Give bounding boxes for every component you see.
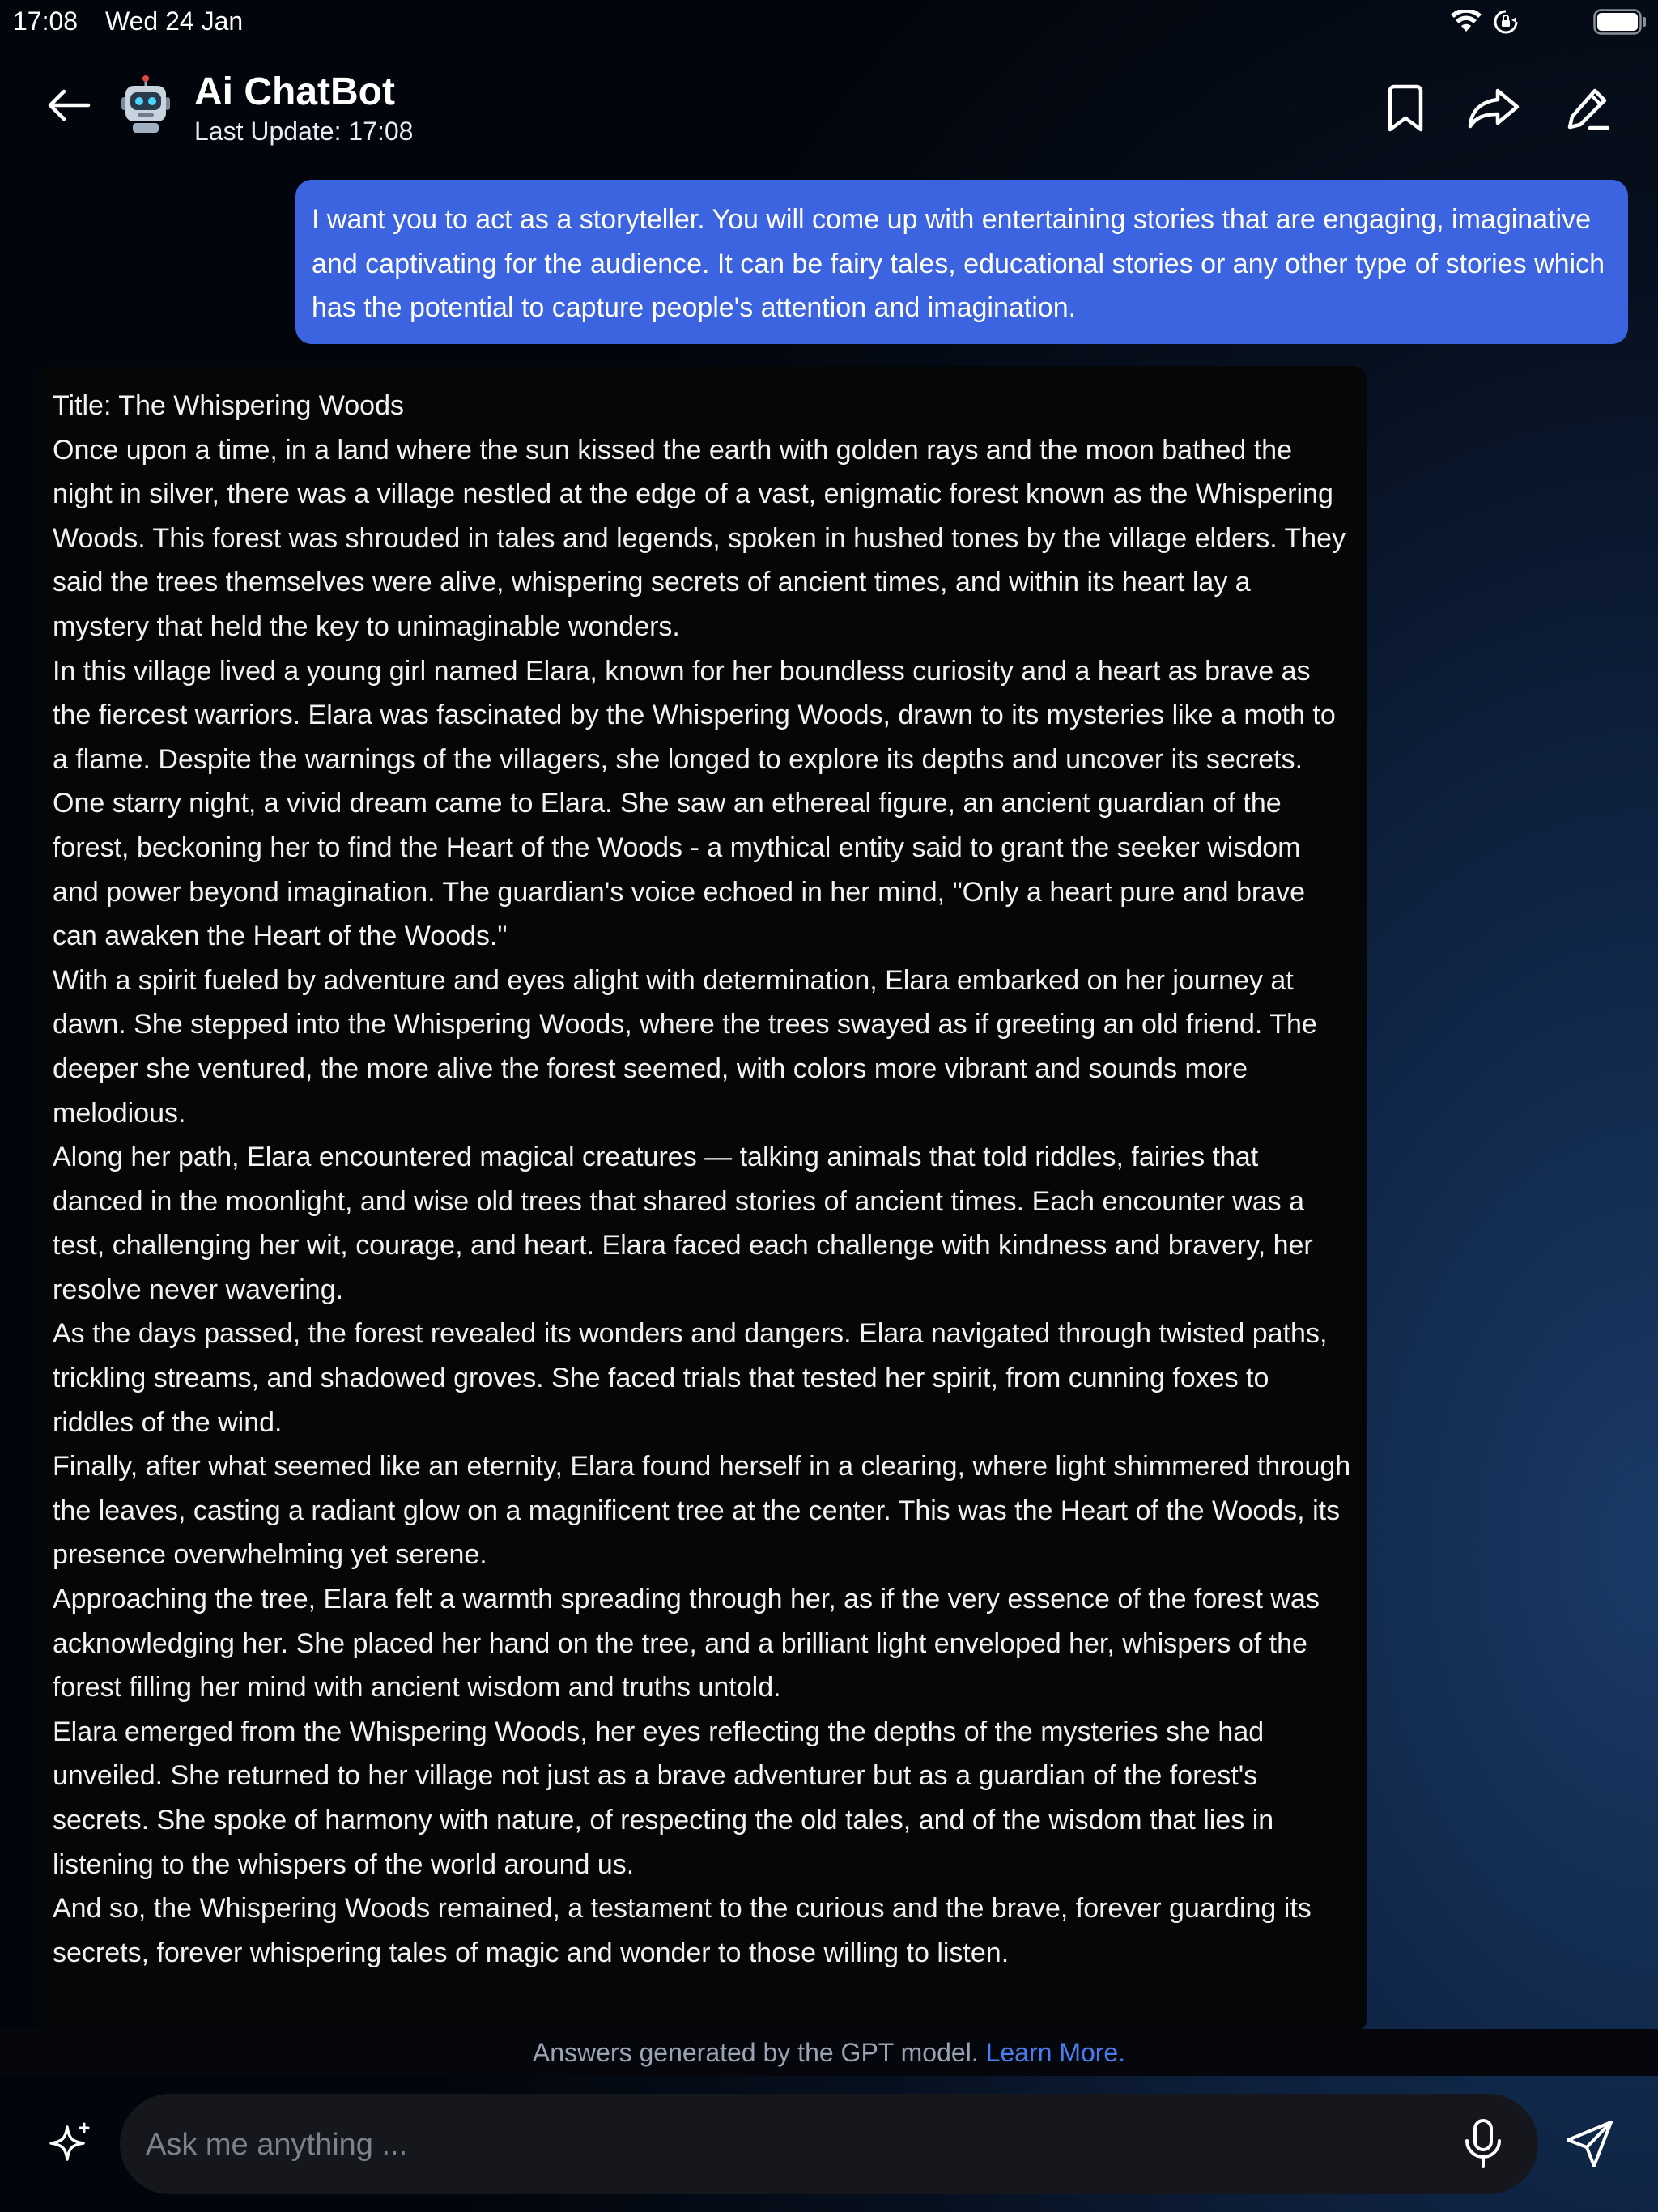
- bot-message-bubble: [36, 366, 1367, 2032]
- bot-paragraph: And so, the Whispering Woods remained, a testament to the curious and the brave, forever guarding its secrets, forever whispering tales of magic and wonder to those willing to listen.: [53, 1893, 1312, 1968]
- back-button[interactable]: [45, 81, 93, 130]
- share-icon: [1467, 87, 1520, 130]
- disclaimer-text: Answers generated by the GPT model.: [532, 2038, 979, 2067]
- message-input-container: [120, 2094, 1538, 2194]
- status-time: 17:08: [13, 6, 79, 36]
- bot-paragraph: One starry night, a vivid dream came to Elara. She saw an ethereal figure, an ancient guardian of the forest, beckoning her to find the Heart of the Woods - a mythical entity said to grant the seeker wisdom and power beyond imagination. The guardian's voice echoed in her mind, "Only a heart pure and brave can awaken the Heart of the Woods.": [53, 788, 1306, 952]
- battery-icon: [1593, 9, 1647, 35]
- bot-paragraph: Approaching the tree, Elara felt a warmth spreading through her, as if the very essence of the forest was acknowledging her. She placed her hand on the tree, and a brilliant light enveloped her, whispers of the forest filling her mind with ancient wisdom and truths untold.: [53, 1584, 1320, 1704]
- robot-icon: [120, 74, 172, 134]
- wifi-icon: [1451, 10, 1482, 34]
- message-input[interactable]: [144, 2094, 1410, 2196]
- bot-paragraph: With a spirit fueled by adventure and eyes alight with determination, Elara embarked on her journey at dawn. She stepped into the Whispering Woods, where the trees swayed as if greeting an old friend. The deeper she ventured, the more alive the forest seemed, with colors more vibrant and sounds more melodious.: [53, 964, 1317, 1129]
- microphone-icon: [1461, 2118, 1505, 2170]
- model-disclaimer: [0, 2029, 1658, 2076]
- bot-paragraph: Title: The Whispering Woods: [53, 390, 404, 421]
- bot-paragraph: In this village lived a young girl named Elara, known for her boundless curiosity and a heart as brave as the fiercest warriors. Elara was fascinated by the Whispering Woods, drawn to its mysteries like a moth to a flame. Despite the warnings of the villagers, she longed to explore its depths and uncover its secrets.: [53, 655, 1336, 775]
- status-icons: [1451, 8, 1647, 36]
- sparkle-button[interactable]: [40, 2116, 99, 2175]
- bookmark-icon: [1385, 84, 1426, 133]
- status-bar: [0, 0, 1658, 42]
- sparkle-icon: [45, 2121, 95, 2171]
- send-button[interactable]: [1558, 2112, 1622, 2176]
- share-button[interactable]: [1461, 76, 1526, 141]
- bookmark-button[interactable]: [1373, 76, 1438, 141]
- edit-icon: [1566, 86, 1611, 131]
- chat-title: Ai ChatBot: [194, 70, 395, 113]
- last-update-label: Last Update: 17:08: [194, 117, 414, 146]
- arrow-left-icon: [46, 87, 91, 123]
- chat-header: [0, 65, 1658, 162]
- composer-bar: [0, 2076, 1658, 2212]
- bot-paragraph: Along her path, Elara encountered magical creatures — talking animals that told riddles, fairies that danced in the moonlight, and wise old trees that shared stories of ancient times. Each encounter was a test, challenging her wit, courage, and heart. Elara faced each challenge with kindness and bravery, her resolve never wavering.: [53, 1142, 1313, 1305]
- bot-paragraph: As the days passed, the forest revealed its wonders and dangers. Elara navigated through twisted paths, trickling streams, and shadowed groves. She faced trials that tested her spirit, from cunning foxes to riddles of the wind.: [53, 1318, 1328, 1438]
- orientation-lock-icon: [1493, 9, 1519, 35]
- learn-more-link[interactable]: Learn More.: [985, 2038, 1126, 2067]
- user-message-bubble: I want you to act as a storyteller. You will come up with entertaining stories that are engaging, imaginative and captivating for the audience. It can be fairy tales, educational stories or any other type of stories which has the potential to capture people's attention and imagination.: [295, 180, 1628, 344]
- bot-paragraph: Elara emerged from the Whispering Woods, her eyes reflecting the depths of the mysteries she had unveiled. She returned to her village not just as a brave adventurer but as a guardian of the forest's secrets. She spoke of harmony with nature, of respecting the old tales, and of the wisdom that lies in listening to the whispers of the world around us.: [53, 1716, 1274, 1880]
- edit-button[interactable]: [1556, 76, 1621, 141]
- bot-paragraph: Finally, after what seemed like an eternity, Elara found herself in a clearing, where light shimmered through the leaves, casting a radiant glow on a magnificent tree at the center. This was the Heart of the Woods, its presence overwhelming yet serene.: [53, 1451, 1351, 1571]
- status-date: Wed 24 Jan: [105, 6, 244, 36]
- send-icon: [1564, 2118, 1616, 2170]
- bot-paragraph: Once upon a time, in a land where the sun kissed the earth with golden rays and the moon bathed the night in silver, there was a village nestled at the edge of a vast, enigmatic forest known as the Whispering Woods. This forest was shrouded in tales and legends, spoken in hushed tones by the village elders. They said the trees themselves were alive, whispering secrets of ancient times, and within its heart lay a mystery that held the key to unimaginable wonders.: [53, 434, 1346, 642]
- microphone-button[interactable]: [1456, 2116, 1511, 2172]
